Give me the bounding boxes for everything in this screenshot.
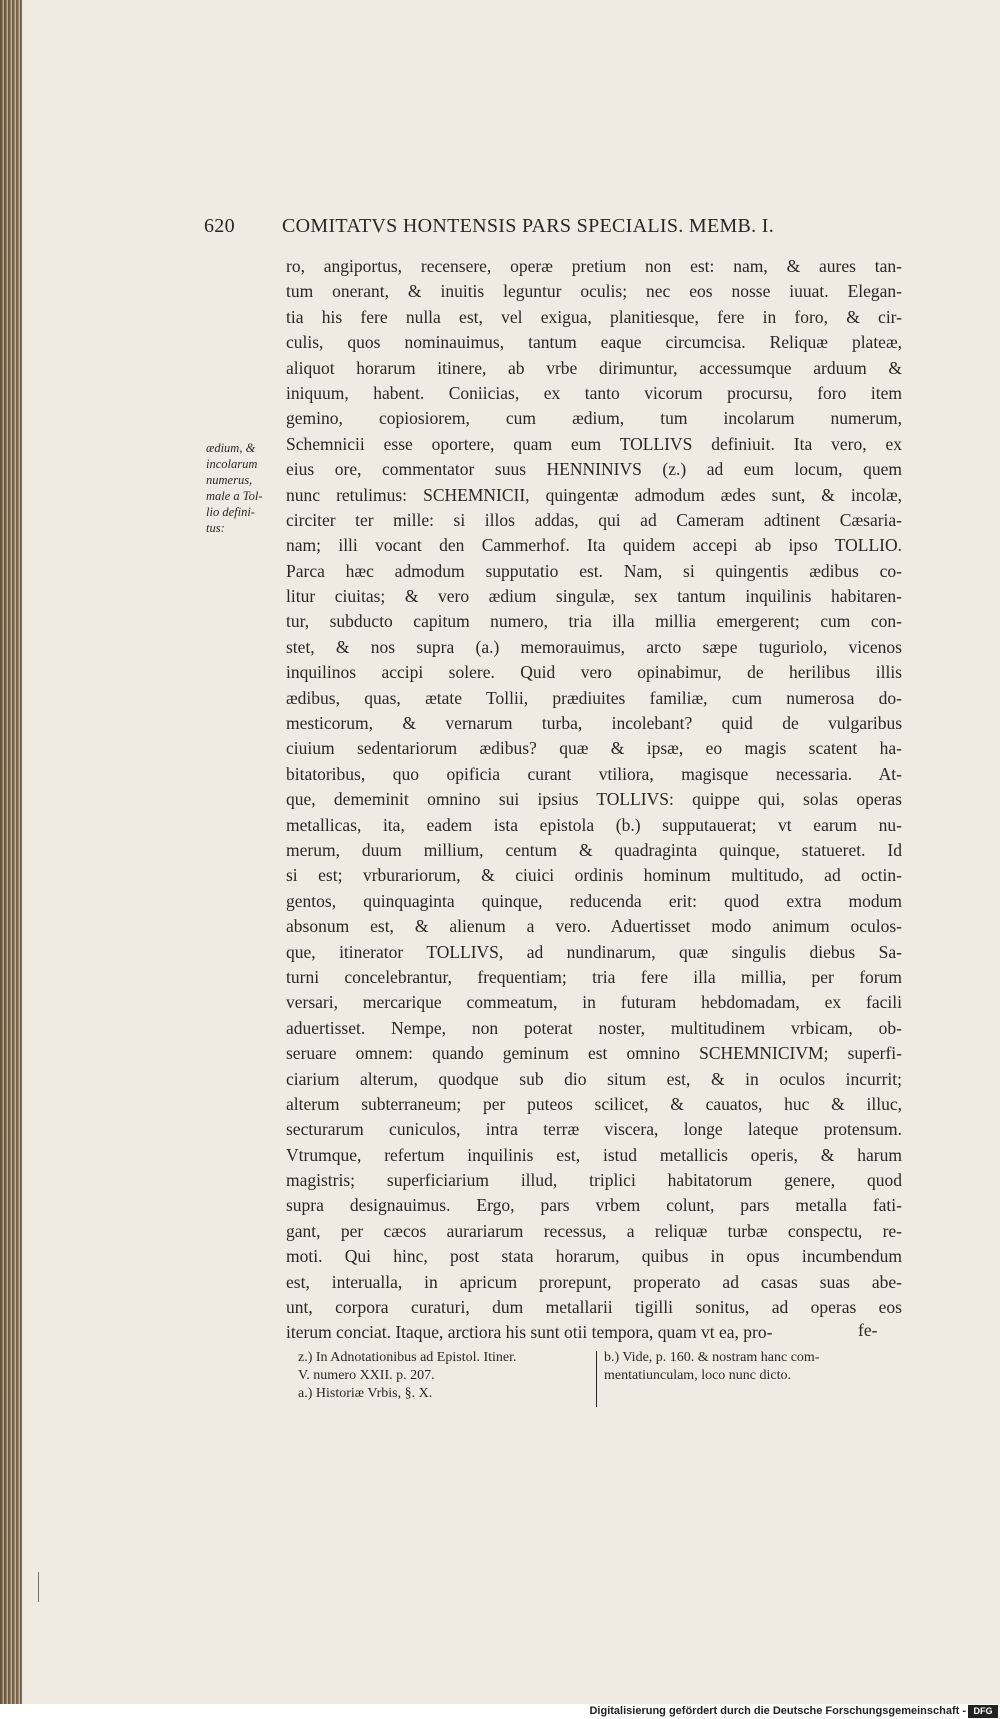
footer-bar	[0, 1704, 1000, 1719]
margin-note-line: lio defini-	[206, 505, 255, 519]
book-edge	[0, 0, 22, 1704]
text-line: culis, quos nominauimus, tantum eaque circumcisa. Reliquæ plateæ,	[286, 332, 902, 353]
margin-note-line: numerus,	[206, 473, 253, 487]
text-line: si est; vrburariorum, & ciuici ordinis hominum multitudo, ad octin-	[286, 865, 902, 886]
catchword: fe-	[858, 1320, 878, 1340]
margin-note-line: incolarum	[206, 457, 258, 471]
text-line: moti. Qui hinc, post stata horarum, quibus in opus incumbendum	[286, 1246, 902, 1267]
text-line: unt, corpora curaturi, dum metallarii tigilli sonitus, ad operas eos	[286, 1297, 902, 1318]
text-line: Schemnicii esse oportere, quam eum TOLLIVS definiuit. Ita vero, ex	[286, 433, 902, 454]
text-line: magistris; superficiarium illud, triplici habitatorum genere, quod	[286, 1170, 902, 1191]
text-line: supra designauimus. Ergo, pars vrbem colunt, pars metalla fati-	[286, 1195, 902, 1216]
margin-note-line: ædium, &	[206, 441, 256, 455]
running-title: COMITATVS HONTENSIS PARS SPECIALIS. MEMB. I.	[282, 215, 775, 237]
text-line: bitatoribus, quo opificia curant vtiliora, magisque necessaria. At-	[286, 763, 902, 784]
text-line: versari, mercarique commeatum, in futuram hebdomadam, ex facili	[286, 992, 902, 1013]
footnote-line: z.) In Adnotationibus ad Epistol. Itiner.	[298, 1350, 517, 1365]
text-line: turni concelebrantur, frequentiam; tria fere illa millia, per forum	[286, 966, 902, 987]
text-line: ciuium sedentariorum ædibus? quæ & ipsæ, eo magis scatent ha-	[286, 738, 902, 759]
text-line: aduertisset. Nempe, non poterat noster, multitudinem vrbicam, ob-	[286, 1017, 902, 1038]
text-line: ædibus, quas, ætate Tollii, prædiuites familiæ, cum numerosa do-	[286, 687, 902, 708]
margin-note-line: tus:	[206, 521, 225, 535]
text-line: tia his fere nulla est, vel exigua, planitiesque, fere in foro, & cir-	[286, 306, 902, 327]
text-line: stet, & nos supra (a.) memorauimus, arcto sæpe tuguriolo, vicenos	[286, 636, 902, 657]
footnotes	[298, 1349, 902, 1409]
running-head	[204, 215, 904, 238]
text-line: nunc retulimus: SCHEMNICII, quingentæ admodum ædes sunt, & incolæ,	[286, 484, 902, 505]
text-line: absonum est, & alienum a vero. Aduertisset modo animum oculos-	[286, 916, 902, 937]
text-line: ro, angiportus, recensere, operæ pretium non est: nam, & aures tan-	[286, 256, 902, 276]
text-line: mesticorum, & vernarum turba, incolebant? quid de vulgaribus	[286, 713, 902, 734]
margin-note	[206, 440, 286, 536]
text-line: gemino, copiosiorem, cum ædium, tum incolarum numerum,	[286, 408, 902, 429]
footnotes-right	[604, 1349, 904, 1385]
text-line: est, interualla, in apricum prorepunt, properato ad casas suas abe-	[286, 1271, 902, 1292]
text-line: tum onerant, & inuitis leguntur oculis; nec eos nosse iuuat. Elegan-	[286, 281, 902, 302]
text-line: inquilinos accipi solere. Quid vero opinabimur, de herilibus illis	[286, 662, 902, 683]
text-line: aliquot horarum itinere, ab vrbe dirimuntur, accessumque arduum &	[286, 357, 902, 378]
text-line: alterum subterraneum; per puteos scilicet, & cauatos, huc & illuc,	[286, 1093, 902, 1114]
page-number: 620	[204, 215, 235, 237]
text-line: merum, duum millium, centum & quadraginta quinque, statueret. Id	[286, 839, 902, 860]
text-line: iterum conciat. Itaque, arctiora his sunt otii tempora, quam vt ea, pro-	[286, 1322, 773, 1343]
text-line: gant, per cæcos aurariarum recessus, a reliquæ turbæ conspectu, re-	[286, 1220, 902, 1241]
text-line: ciarium alterum, quodque sub dio situm est, & in oculos incurrit;	[286, 1068, 902, 1089]
body-text	[286, 254, 902, 1346]
text-line: metallicas, ita, eadem ista epistola (b.) supputauerat; vt earum nu-	[286, 814, 902, 835]
footnote-line: a.) Historiæ Vrbis, §. X.	[298, 1386, 433, 1401]
text-line: nam; illi vocant den Cammerhof. Ita quidem accepi ab ipso TOLLIO.	[286, 535, 902, 556]
dfg-logo: DFG	[968, 1705, 998, 1718]
text-line: litur ciuitas; & vero ædium singulæ, sex tantum inquilinis habitaren-	[286, 586, 902, 607]
footnotes-left	[298, 1349, 588, 1403]
footnote-line: mentatiunculam, loco nunc dicto.	[604, 1368, 792, 1383]
footer-credit: Digitalisierung gefördert durch die Deutsche Forschungsgemeinschaft -	[589, 1705, 966, 1717]
text-line: tur, subducto capitum numero, tria illa millia emergerent; cum con-	[286, 611, 902, 632]
text-line: que, itinerator TOLLIVS, ad nundinarum, quæ singulis diebus Sa-	[286, 941, 902, 962]
text-line: iniquum, habent. Coniicias, ex tanto vicorum procursu, foro item	[286, 382, 902, 403]
footnote-line: b.) Vide, p. 160. & nostram hanc com-	[604, 1350, 820, 1365]
text-line: que, dememinit omnino sui ipsius TOLLIVS: quippe qui, solas operas	[286, 789, 902, 810]
text-line: circiter ter mille: si illos addas, qui ad Cameram adtinent Cæsaria-	[286, 509, 902, 530]
page-mark	[38, 1572, 45, 1602]
footnote-line: V. numero XXII. p. 207.	[298, 1368, 435, 1383]
text-line: Parca hæc admodum supputatio est. Nam, si quingentis ædibus co-	[286, 560, 902, 581]
margin-note-line: male a Tol-	[206, 489, 263, 503]
text-line: seruare omnem: quando geminum est omnino SCHEMNICIVM; superfi-	[286, 1043, 902, 1064]
text-line: secturarum cuniculos, intra terræ viscera, longe lateque protensum.	[286, 1119, 902, 1140]
text-line: gentos, quinquaginta quinque, reducenda erit: quod extra modum	[286, 890, 902, 911]
text-line: Vtrumque, refertum inquilinis est, istud metallicis operis, & harum	[286, 1144, 902, 1165]
footnote-divider	[596, 1351, 597, 1407]
text-line: eius ore, commentator suus HENNINIVS (z.) ad eum locum, quem	[286, 459, 902, 480]
